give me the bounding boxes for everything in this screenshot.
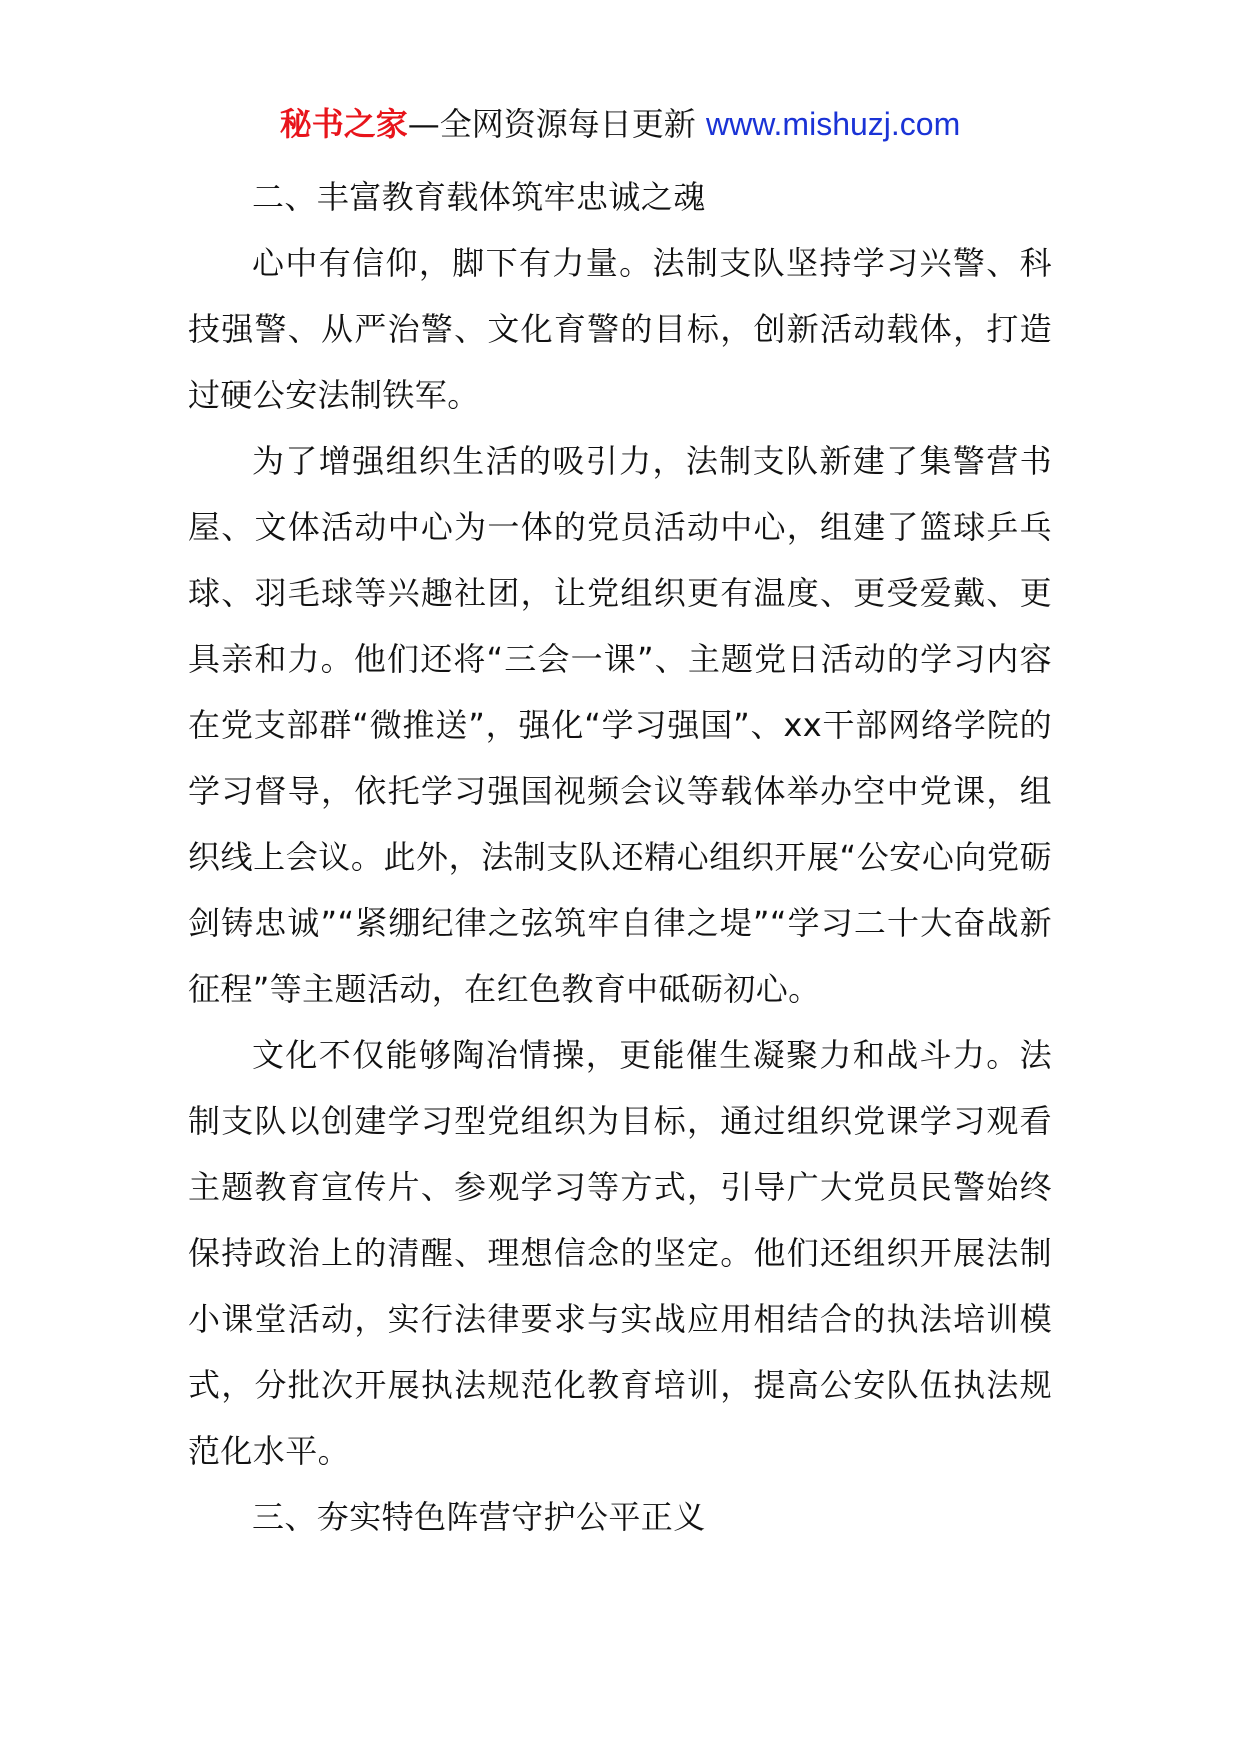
header-tagline: —全网资源每日更新 [407,105,706,143]
section-heading-2: 二、丰富教育载体筑牢忠诚之魂 [252,178,706,216]
paragraph-1: 心中有信仰，脚下有力量。法制支队坚持学习兴警、科技强警、从严治警、文化育警的目标，创新活动载体，打造过硬公安法制铁军。 [188,244,1052,414]
brand-name: 秘书之家 [279,105,408,143]
paragraph-3: 文化不仅能够陶冶情操，更能催生凝聚力和战斗力。法制支队以创建学习型党组织为目标，通过组织党课学习观看主题教育宣传片、参观学习等方式，引导广大党员民警始终保持政治上的清醒、理想信念的坚定。他们还组织开展法制小课堂活动，实行法律要求与实战应用相结合的执法培训模式，分批次开展执法规范化教育培训，提高公安队伍执法规范化水平。 [188,1036,1052,1470]
section-heading-3: 三、夯实特色阵营守护公平正义 [252,1498,706,1536]
document-body [188,164,1052,1550]
page-header [0,100,1240,148]
site-url-link[interactable]: www.mishuzj.com [705,106,961,142]
paragraph-2: 为了增强组织生活的吸引力，法制支队新建了集警营书屋、文体活动中心为一体的党员活动中心，组建了篮球乒乓球、羽毛球等兴趣社团，让党组织更有温度、更受爱戴、更具亲和力。他们还将“三会一课”、主题党日活动的学习内容在党支部群“微推送”，强化“学习强国”、xx干部网络学院的学习督导，依托学习强国视频会议等载体举办空中党课，组织线上会议。此外，法制支队还精心组织开展“公安心向党砺剑铸忠诚”“紧绷纪律之弦筑牢自律之堤”“学习二十大奋战新征程”等主题活动，在红色教育中砥砺初心。 [188,442,1052,1008]
